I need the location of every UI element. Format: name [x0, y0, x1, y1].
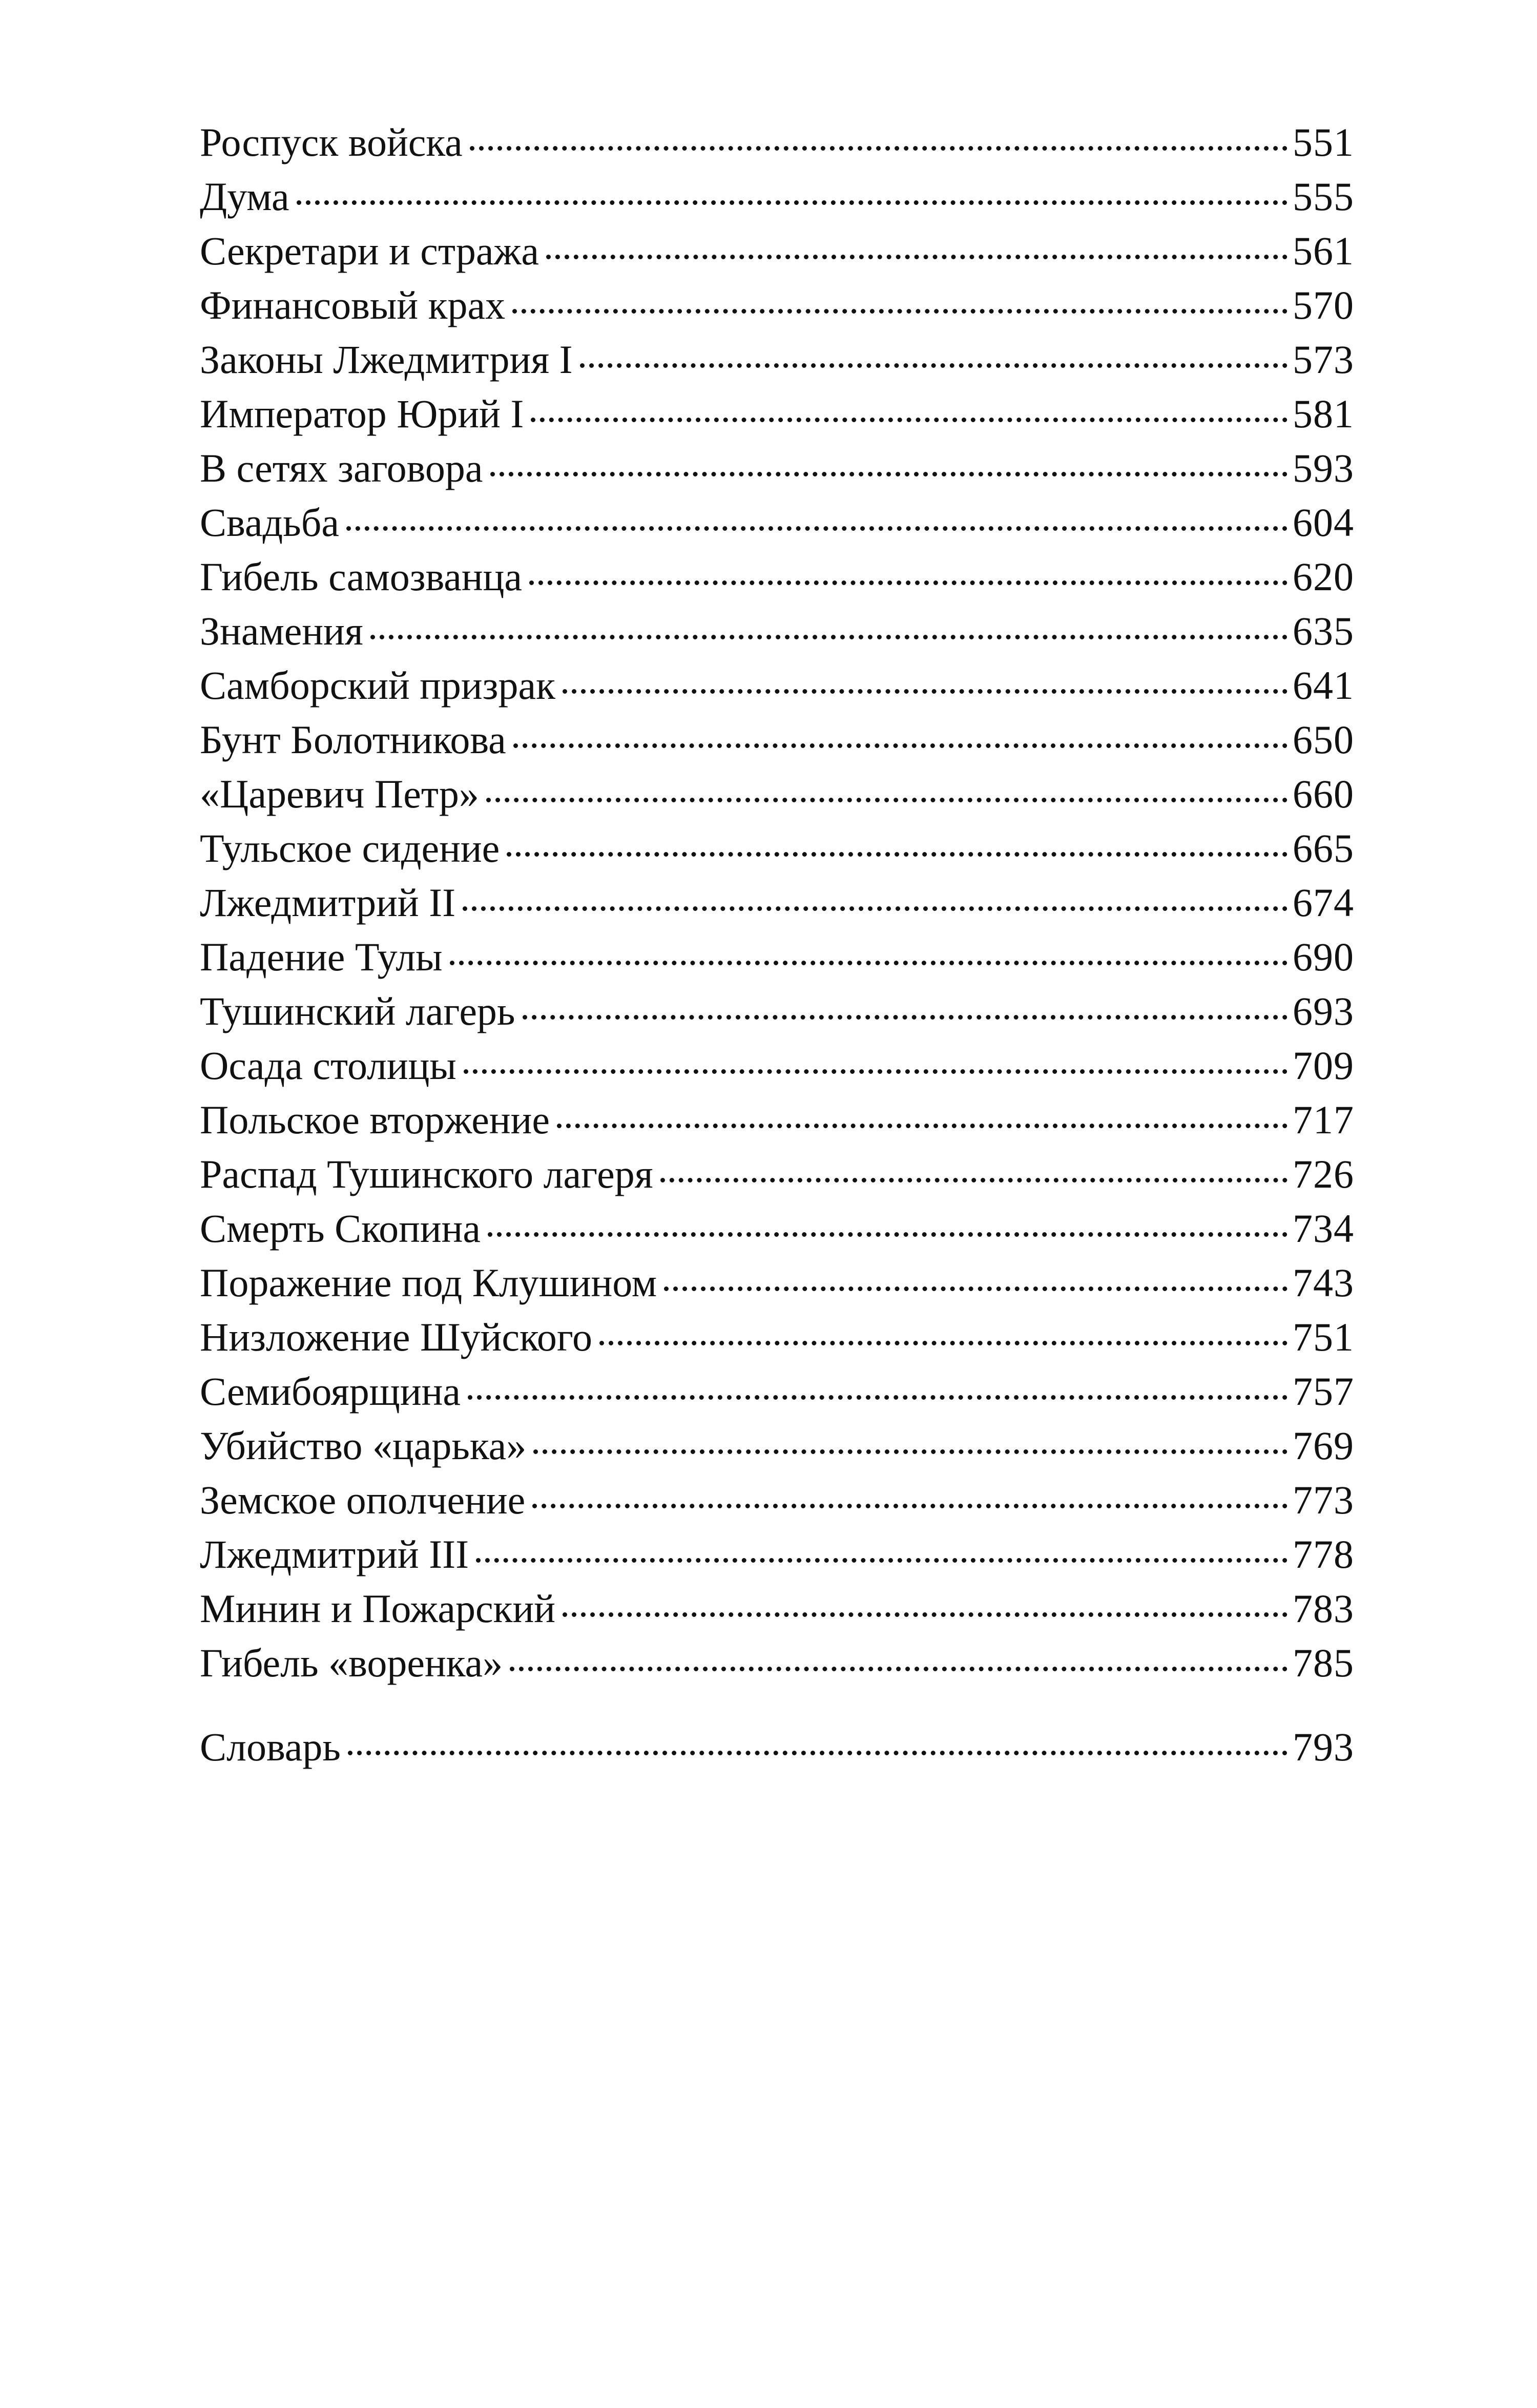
dot-leader [580, 363, 1287, 368]
toc-entry [200, 170, 1354, 224]
toc-entry-title: Тушинский лагерь [200, 989, 515, 1033]
toc-entry [200, 821, 1354, 876]
toc-entry-title: Финансовый крах [200, 283, 506, 327]
toc-entry [200, 1364, 1354, 1419]
dot-leader [513, 743, 1287, 748]
dot-leader [529, 580, 1287, 585]
dot-leader [476, 1558, 1287, 1563]
toc-entry-title: Поражение под Клушином [200, 1260, 657, 1305]
toc-entry-page: 757 [1293, 1369, 1354, 1414]
dot-leader [464, 1069, 1287, 1074]
toc-entry-page: 778 [1293, 1532, 1354, 1576]
toc-entry-title: Гибель самозванца [200, 554, 523, 599]
dot-leader [563, 689, 1287, 694]
toc-entry-title: Император Юрий I [200, 391, 524, 436]
dot-leader [348, 1750, 1287, 1755]
toc-entry-title: Свадьба [200, 500, 340, 545]
toc-entry [200, 876, 1354, 930]
toc-entry-title: Гибель «воренка» [200, 1641, 503, 1685]
toc-entry-page: 581 [1293, 391, 1354, 436]
toc-entry-title: Роспуск войска [200, 120, 463, 164]
toc-entry [200, 1473, 1354, 1527]
toc-entry-page: 604 [1293, 500, 1354, 545]
toc-entry [200, 713, 1354, 767]
toc-entry-title: В сетях заговора [200, 446, 483, 490]
toc-entry-title: Падение Тулы [200, 935, 443, 979]
toc-entry-page: 593 [1293, 446, 1354, 490]
toc-entry-title: Смерть Скопина [200, 1206, 481, 1251]
table-of-contents [200, 115, 1354, 1774]
toc-entry [200, 1039, 1354, 1093]
toc-entry [200, 1419, 1354, 1473]
dot-leader [507, 852, 1287, 857]
toc-entry [200, 1093, 1354, 1147]
dot-leader [470, 146, 1287, 151]
toc-entry-title: Земское ополчение [200, 1478, 526, 1522]
toc-entry-title: «Царевич Петр» [200, 772, 479, 816]
dot-leader [346, 526, 1287, 531]
dot-leader [557, 1123, 1287, 1128]
toc-entry [200, 441, 1354, 495]
toc-entry [200, 930, 1354, 984]
dot-leader [370, 634, 1287, 639]
toc-entry-title: Лжедмитрий II [200, 880, 456, 925]
toc-entry-title: Бунт Болотникова [200, 717, 506, 762]
toc-entry-title: Секретари и стража [200, 229, 539, 273]
toc-entry-page: 743 [1293, 1260, 1354, 1305]
dot-leader [532, 1503, 1287, 1508]
dot-leader [660, 1177, 1287, 1182]
dot-leader [488, 1232, 1287, 1237]
toc-entry-title: Убийство «царька» [200, 1423, 527, 1468]
dot-leader [490, 471, 1287, 476]
toc-entry [200, 658, 1354, 713]
toc-entry-page: 561 [1293, 229, 1354, 273]
toc-entry-page: 690 [1293, 935, 1354, 979]
toc-entry-title: Распад Тушинского лагеря [200, 1152, 653, 1196]
toc-entry-page: 555 [1293, 174, 1354, 219]
dot-leader [486, 797, 1287, 802]
dot-leader [531, 417, 1287, 422]
toc-entry-title: Словарь [200, 1725, 341, 1769]
dot-leader [563, 1612, 1287, 1617]
toc-entry-page: 635 [1293, 609, 1354, 653]
toc-entry [200, 1147, 1354, 1201]
toc-entry [200, 333, 1354, 387]
toc-entry [200, 767, 1354, 821]
dot-leader [523, 1014, 1287, 1020]
toc-entry-page: 751 [1293, 1315, 1354, 1359]
toc-entry-title: Осада столицы [200, 1043, 456, 1088]
toc-entry-page: 785 [1293, 1641, 1354, 1685]
dot-leader [463, 906, 1287, 911]
toc-entry-page: 665 [1293, 826, 1354, 870]
toc-entry-page: 709 [1293, 1043, 1354, 1088]
toc-entry-page: 620 [1293, 554, 1354, 599]
dot-leader [546, 254, 1287, 259]
toc-entry-page: 641 [1293, 663, 1354, 708]
toc-entry-title: Знамения [200, 609, 363, 653]
toc-entry-page: 734 [1293, 1206, 1354, 1251]
toc-entry-dictionary [200, 1720, 1354, 1774]
toc-entry-title: Дума [200, 174, 289, 219]
toc-entry-page: 551 [1293, 120, 1354, 164]
toc-entry-page: 573 [1293, 337, 1354, 382]
toc-entry-page: 570 [1293, 283, 1354, 327]
toc-entry-page: 793 [1293, 1725, 1354, 1769]
toc-entry-page: 650 [1293, 717, 1354, 762]
toc-entry-page: 660 [1293, 772, 1354, 816]
toc-entry [200, 278, 1354, 333]
toc-entry [200, 1582, 1354, 1636]
toc-entry [200, 604, 1354, 658]
dot-leader [297, 200, 1287, 205]
toc-entry-title: Минин и Пожарский [200, 1586, 555, 1631]
toc-entry-title: Самборский призрак [200, 663, 556, 708]
toc-entry-page: 773 [1293, 1478, 1354, 1522]
toc-entry [200, 1636, 1354, 1690]
toc-entry-title: Польское вторжение [200, 1097, 550, 1142]
toc-entry [200, 1256, 1354, 1310]
toc-entry [200, 1201, 1354, 1256]
toc-entry [200, 1527, 1354, 1582]
toc-entry-title: Низложение Шуйского [200, 1315, 592, 1359]
toc-entry [200, 224, 1354, 278]
dot-leader [512, 308, 1287, 314]
toc-entry [200, 550, 1354, 604]
toc-entry-title: Законы Лжедмитрия I [200, 337, 573, 382]
toc-entry [200, 387, 1354, 441]
dot-leader [664, 1286, 1287, 1291]
toc-entry-title: Семибоярщина [200, 1369, 461, 1414]
toc-entry-title: Лжедмитрий III [200, 1532, 469, 1576]
dot-leader [468, 1395, 1287, 1400]
dot-leader [450, 960, 1287, 965]
toc-entry [200, 495, 1354, 550]
toc-entry-page: 717 [1293, 1097, 1354, 1142]
dot-leader [533, 1449, 1287, 1454]
toc-entry-page: 726 [1293, 1152, 1354, 1196]
toc-entry-page: 674 [1293, 880, 1354, 925]
toc-entry-page: 693 [1293, 989, 1354, 1033]
dot-leader [599, 1340, 1287, 1345]
toc-entry [200, 1310, 1354, 1364]
toc-entry-title: Тульское сидение [200, 826, 500, 870]
dot-leader [510, 1666, 1287, 1671]
toc-entry-page: 783 [1293, 1586, 1354, 1631]
toc-entry-page: 769 [1293, 1423, 1354, 1468]
toc-entry [200, 984, 1354, 1039]
toc-entry [200, 115, 1354, 170]
